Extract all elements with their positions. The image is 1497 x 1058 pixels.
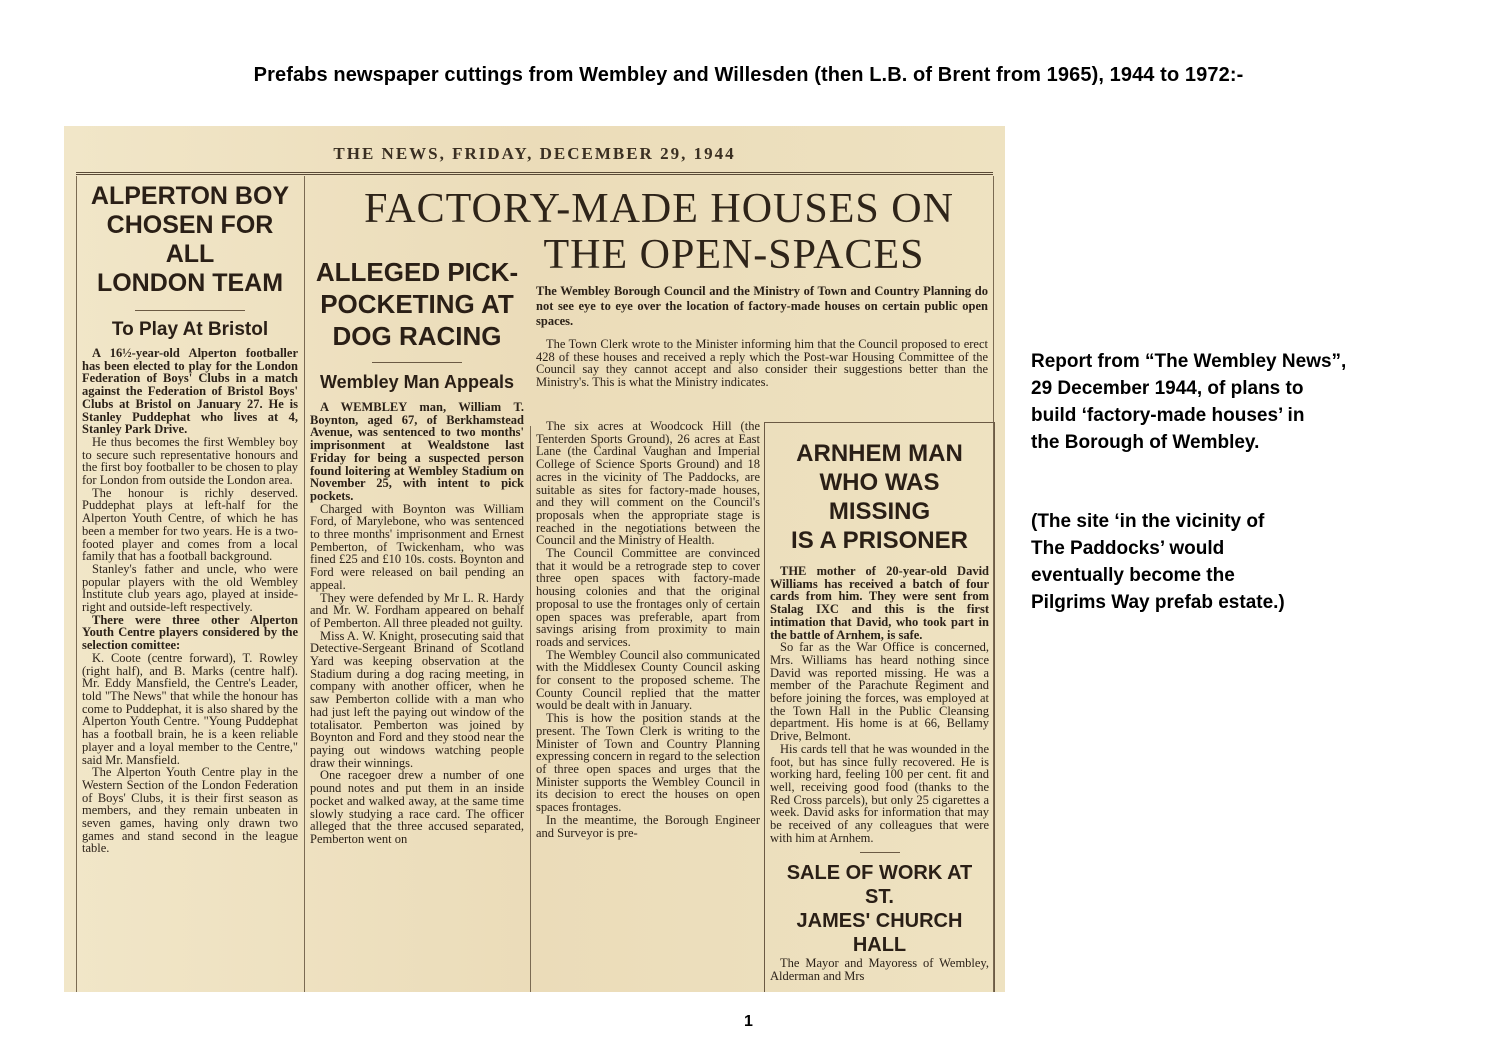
note-line: The Paddocks’ would: [1031, 538, 1225, 559]
left-headline: ALPERTON BOY CHOSEN FOR ALL LONDON TEAM: [90, 182, 290, 297]
masthead-rule: [76, 172, 993, 175]
middle-headline: ALLEGED PICK- POCKETING AT DOG RACING: [315, 257, 519, 351]
main-paragraph: The six acres at Woodcock Hill (the Tenterden Sports Ground), 26 acres at East Lane (the Cardinal Vaughan and Imperial College of Science Sports Ground) and 18 acres in the vicinity of The Paddocks, are suitable as sites for factory-made houses, and they will comment on the Council's proposals when the appropriate stage is reached in the negotiations between the Council and the Ministry of Health.: [536, 420, 760, 548]
divider: [372, 362, 462, 363]
caption-line: build ‘factory-made houses’ in: [1031, 405, 1305, 426]
article-paragraph: K. Coote (centre forward), T. Rowley (right half), and B. Marks (centre half). Mr. Eddy Mansfield, the Centre's Leader, told "The News" that while the honour has come to Puddephat, it is also shared by the Alperton Youth Centre. "Young Puddephat has a football brain, he is a keen reliable player and a loyal member to the Centre," said Mr. Mansfield.: [82, 650, 298, 767]
article-paragraph: He thus becomes the first Wembley boy to secure such representative honours and the first boy footballer to be chosen to play for London from outside the London area.: [82, 434, 298, 488]
column-rule: [304, 176, 305, 992]
article-paragraph: So far as the War Office is concerned, Mrs. Williams has heard nothing since David was reported missing. He was a member of the Parachute Regiment and before joining the forces, was employed at the Town Hall in the Public Cleansing department. His home is at 66, Bellamy Drive, Belmont.: [770, 640, 989, 744]
arnhem-headline: ARNHEM MAN WHO WAS MISSING IS A PRISONER: [791, 440, 968, 554]
left-subhead: To Play At Bristol: [111, 319, 269, 340]
main-paragraph: This is how the position stands at the present. The Town Clerk is writing to the Minister of Town and Country Planning expressing concern in regard to the selection of three open spaces and urges that the Minister supports the Wembley Council in its decision to erect the houses on open spaces frontages.: [536, 711, 760, 815]
main-body-top: [536, 338, 988, 418]
article-paragraph: They were defended by Mr L. R. Hardy and Mr. W. Fordham appeared on behalf of Pemberton. All three pleaded not guilty.: [310, 590, 524, 630]
main-paragraph: The Town Clerk wrote to the Minister informing him that the Council proposed to erect 428 of these houses and received a reply which the Post-war Housing Committee of the Council say they cannot accept and also consider their suggestions better than the Ministry's. This is what the Ministry indicates.: [536, 338, 988, 390]
divider: [860, 852, 900, 853]
article-paragraph: One racegoer drew a number of one pound notes and put them in an inside pocket and walked away, at the same time slowly studying a race card. The officer alleged that the three accused separated, Pemberton went on: [310, 768, 524, 846]
article-paragraph: Miss A. W. Knight, prosecuting said that Detective-Sergeant Brinand of Scotland Yard was keeping observation at the Stadium during a dog racing meeting, in company with another officer, when he saw Pemberton collide with a man who had just left the paying out window of the totalisator. Pemberton was joined by Boynton and Ford and they stood near the paying out windows watching people draw their winnings.: [310, 628, 524, 770]
arnhem-paragraphs: [770, 565, 989, 844]
article-paragraph: The Alperton Youth Centre play in the Western Section of the London Federation of Boys' Clubs, it is their first season as members, and they remain unbeaten in seven games, having only drawn two games and stand second in the league table.: [82, 765, 298, 856]
main-intro: The Wembley Borough Council and the Ministry of Town and Country Planning do not see eye to eye over the location of factory-made houses on certain public open spaces.: [536, 284, 988, 328]
main-paragraph: In the meantime, the Borough Engineer and Surveyor is pre-: [536, 812, 760, 840]
note: [1031, 508, 1411, 616]
masthead: THE NEWS, FRIDAY, DECEMBER 29, 1944: [333, 144, 736, 163]
article-paragraph: A WEMBLEY man, William T. Boynton, aged 67, of Berkhamstead Avenue, was sentenced to two months' imprisonment at Wealdstone last Friday for being a suspected person found loitering at Wembley Stadium on November 25, with intent to pick pockets.: [310, 400, 524, 503]
middle-subhead: Wembley Man Appeals: [319, 372, 515, 392]
page-number: 1: [744, 1013, 753, 1030]
main-paragraph: The Wembley Council also communicated with the Middlesex County Council asking for consent to the proposed scheme. The County Council replied that the matter would be dealt with in January.: [536, 647, 760, 713]
article-paragraph: His cards tell that he was wounded in the foot, but has since fully recovered. He is working hard, feeling 100 per cent. fit and well, receiving good food (thanks to the Red Cross parcels), but only 25 cigarettes a week. David asks for information that may be received of any colleagues that were with him at Arnhem.: [770, 741, 989, 845]
column-rule: [530, 426, 531, 992]
main-paragraph: The Council Committee are convinced that it would be a retrograde step to cover three open spaces with factory-made housing colonies and that the original proposal to use the frontages only of certain open spaces was preferable, apart from savings arising from proximity to main roads and services.: [536, 546, 760, 649]
article-paragraph: The honour is richly deserved. Puddephat plays at left-half for the Alperton Youth Centre, of which he has been a member for two years. He is a two-footed player and comes from a local family that has a football background.: [82, 485, 298, 564]
arnhem-box: [764, 422, 995, 992]
note-line: eventually become the: [1031, 565, 1235, 586]
sale-text: The Mayor and Mayoress of Wembley, Alderman and Mrs: [770, 956, 989, 984]
article-paragraph: A 16½-year-old Alperton footballer has been elected to play for the London Federation of Boys' Clubs in a match against the Federation of Bristol Boys' Clubs at Bristol on January 27. He is Stanley Puddephat who lives at 4, Stanley Park Drive.: [82, 346, 298, 437]
left-paragraphs: [82, 347, 298, 855]
middle-article: [310, 256, 524, 992]
article-paragraph: THE mother of 20-year-old David Williams has received a batch of four cards from him. They were sent from Stalag IXC and this is the first intimation that David, who took part in the battle of Arnhem, is safe.: [770, 564, 989, 642]
main-body-column: [536, 420, 760, 992]
sale-headline: SALE OF WORK AT ST. JAMES' CHURCH HALL: [786, 862, 973, 957]
divider: [135, 310, 245, 311]
arnhem-article: [770, 439, 989, 992]
caption-line: 29 December 1944, of plans to: [1031, 378, 1304, 399]
newspaper-clipping: [64, 126, 1005, 992]
caption-line: Report from “The Wembley News”,: [1031, 351, 1347, 372]
article-paragraph: Charged with Boynton was William Ford, of Marylebone, who was sentenced to three months' imprisonment and Ernest Pemberton, of Twickenham, who was fined £25 and £10 10s. costs. Boynton and Ford were released on bail pending an appeal.: [310, 501, 524, 592]
caption-line: the Borough of Wembley.: [1031, 432, 1260, 453]
article-paragraph: There were three other Alperton Youth Centre players considered by the selection comittee:: [82, 612, 298, 653]
note-line: (The site ‘in the vicinity of: [1031, 511, 1265, 532]
column-rule: [76, 176, 77, 992]
caption: [1031, 348, 1411, 456]
note-line: Pilgrims Way prefab estate.): [1031, 592, 1285, 613]
page-title: Prefabs newspaper cuttings from Wembley and Willesden (then L.B. of Brent from 1965), 1944 to 1972:-: [253, 64, 1244, 86]
main-headline: FACTORY-MADE HOUSES ON THE OPEN-SPACES: [364, 186, 954, 278]
middle-paragraphs: [310, 401, 524, 846]
left-article: [82, 182, 298, 992]
article-paragraph: Stanley's father and uncle, who were popular players with the old Wembley Institute club years ago, played at inside-right and outside-left respectively.: [82, 561, 298, 615]
